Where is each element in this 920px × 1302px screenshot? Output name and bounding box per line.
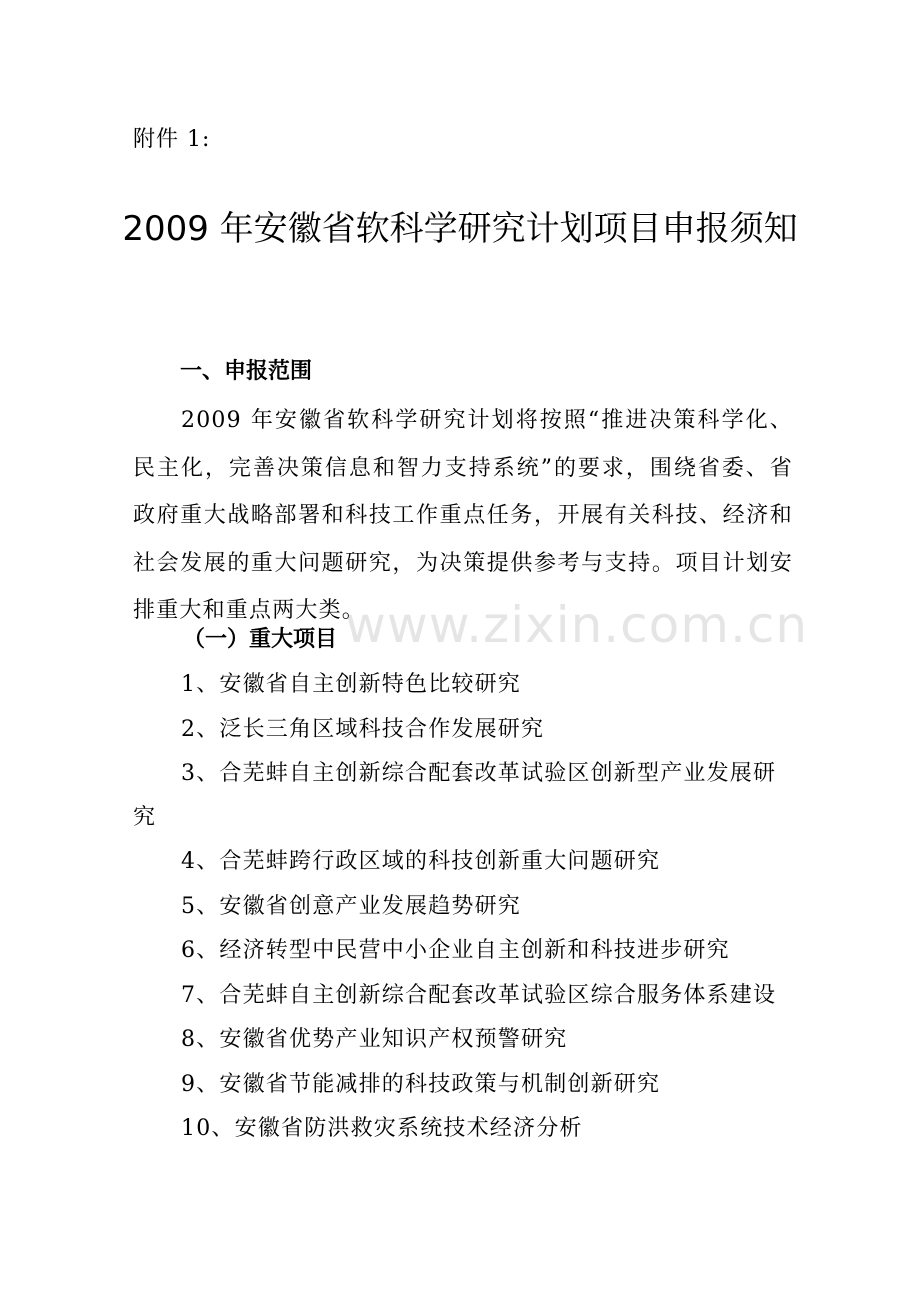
scope-paragraph: 2009 年安徽省软科学研究计划将按照“推进决策科学化、民主化，完善决策信息和智力支持系统”的要求，围绕省委、省政府重大战略部署和科技工作重点任务，开展有关科技、经济和社会发展的重大问题研究，为决策提供参考与支持。项目计划安排重大和重点两大类。 (133, 408, 793, 623)
attachment-label: 附件 1: (133, 127, 211, 152)
major-project-list (133, 663, 793, 1152)
list-item: 1、安徽省自主创新特色比较研究 (181, 672, 521, 697)
list-item: 2、泛长三角区域科技合作发展研究 (181, 716, 545, 742)
document-title: 2009 年安徽省软科学研究计划项目申报须知 (122, 209, 798, 249)
list-item: 5、安徽省创意产业发展趋势研究 (181, 893, 521, 919)
watermark-text: www.zixin.com.cn (345, 596, 809, 654)
list-item: 3、合芜蚌自主创新综合配套改革试验区创新型产业发展研究 (133, 761, 777, 830)
list-item: 9、安徽省节能减排的科技政策与机制创新研究 (181, 1071, 661, 1097)
list-item: 8、安徽省优势产业知识产权预警研究 (181, 1027, 568, 1052)
subsection-heading-major-projects: （一）重大项目 (183, 627, 338, 652)
list-item: 7、合芜蚌自主创新综合配套改革试验区综合服务体系建设 (181, 982, 777, 1008)
list-item: 10、安徽省防洪救灾系统技术经济分析 (181, 1116, 583, 1141)
section-heading-scope: 一、申报范围 (180, 359, 313, 384)
list-item: 6、经济转型中民营中小企业自主创新和科技进步研究 (181, 938, 730, 963)
list-item: 4、合芜蚌跨行政区域的科技创新重大问题研究 (181, 849, 661, 874)
